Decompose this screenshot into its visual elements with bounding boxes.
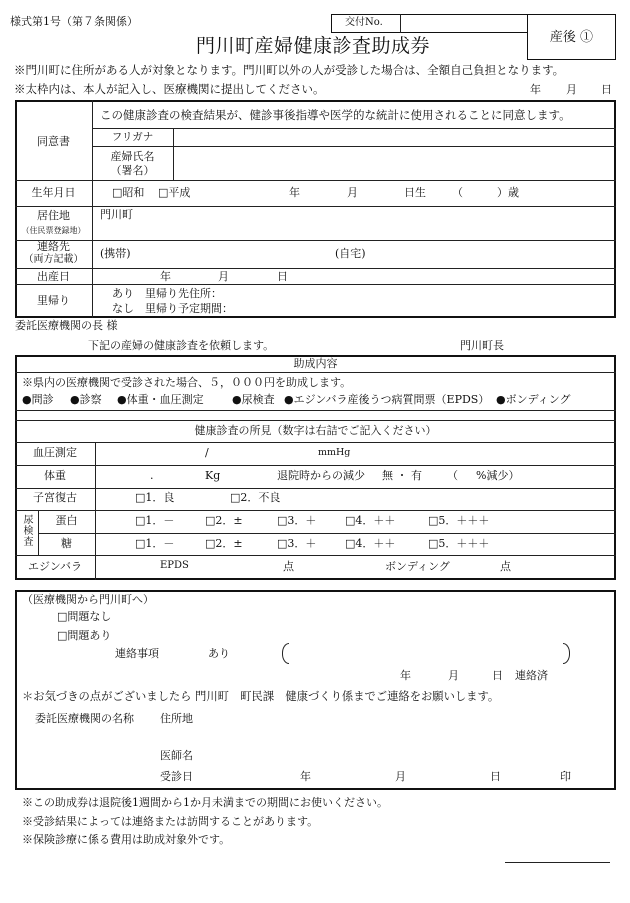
- sugar-option: □2．±: [205, 537, 243, 550]
- page-title: 門川町産婦健康診査助成券: [195, 35, 430, 57]
- residence-label: 居住地: [37, 209, 70, 222]
- weight-percent-close: %減少）: [476, 469, 520, 482]
- contact-row-divider: [15, 268, 616, 269]
- delivery-date-year: 年: [160, 270, 171, 283]
- contacted-date-day: 日: [492, 669, 503, 682]
- footnote: ※保険診療に係る費用は助成対象外です。: [22, 833, 231, 846]
- age-paren-open: （: [452, 186, 463, 199]
- subsidy-item: ●問診: [22, 393, 54, 406]
- name-sublabel-divider: [173, 128, 174, 180]
- findings-header: 健康診査の所見（数字は右詰でご記入ください）: [194, 424, 437, 437]
- weight-decrease-label: 退院時からの減少: [277, 469, 365, 482]
- residence-value: 門川町: [100, 208, 133, 221]
- protein-option: □2．±: [205, 514, 243, 527]
- subsidy-item: ●尿検査: [232, 393, 275, 406]
- sugar-option: □3．＋: [277, 537, 317, 550]
- weight-decrease-choice: 無 ・ 有: [382, 469, 422, 482]
- signature-note: （署名）: [110, 164, 155, 177]
- form-number: 様式第1号（第７条関係）: [10, 15, 138, 28]
- birthdate-day: 日生: [404, 186, 426, 199]
- contact-label: 連絡先: [37, 240, 70, 253]
- sugar-option: □4．＋＋: [345, 537, 396, 550]
- uterine-involution-label: 子宮復古: [33, 491, 77, 504]
- birthdate-row-divider: [15, 206, 616, 207]
- visit-date-year: 年: [300, 770, 311, 783]
- protein-option: □1．－: [135, 514, 175, 527]
- request-addressee: 委託医療機関の長 様: [15, 319, 118, 332]
- birthdate-label: 生年月日: [31, 186, 76, 199]
- homecoming-no-line: なし 里帰り予定期間：: [112, 302, 233, 315]
- submit-date-year: 年: [530, 83, 541, 96]
- birthdate-month: 月: [347, 186, 358, 199]
- blank-row-divider: [15, 420, 616, 421]
- protein-label: 蛋白: [55, 514, 78, 527]
- sugar-row-divider: [15, 555, 616, 556]
- footnote: ※この助成券は退院後1週間から1か月未満までの期間にお使いください。: [22, 796, 388, 809]
- subsidy-items-divider: [15, 410, 616, 411]
- clinic-address-label: 住所地: [160, 712, 193, 725]
- homecoming-yes-line: あり 里帰り先住所：: [112, 287, 222, 300]
- no-problem-checkbox: □問題なし: [57, 610, 112, 623]
- homecoming-label: 里帰り: [37, 294, 70, 307]
- sugar-option: □1．－: [135, 537, 175, 550]
- bonding-point-unit: 点: [500, 560, 511, 573]
- subsidy-item: ●診察: [70, 393, 102, 406]
- visit-date-month: 月: [395, 770, 406, 783]
- furigana-row-divider: [92, 146, 616, 147]
- residence-row-divider: [15, 240, 616, 241]
- doctor-name-label: 医師名: [160, 749, 193, 762]
- consent-text: この健康診査の検査結果が、健診事後指導や医学的な統計に使用されることに同意します。: [100, 108, 571, 122]
- contacted-date-year: 年: [400, 669, 411, 682]
- submit-date-day: 日: [601, 83, 612, 96]
- epds-point-unit: 点: [283, 560, 294, 573]
- contact-mobile-label: (携帯): [100, 247, 131, 260]
- eligibility-notice: ※門川町に住所がある人が対象となります。門川町以外の人が受診した場合は、全額自己負担となります。: [14, 63, 565, 77]
- subsidy-item: ●体重・血圧測定: [117, 393, 204, 406]
- residence-note: （住民票登録地）: [21, 226, 86, 235]
- uterine-option-poor: □2．不良: [230, 491, 281, 504]
- contacted-done-label: 連絡済: [515, 669, 548, 682]
- inquiry-note: ＊お気づきの点がございましたら 門川町 町民課 健康づくり係までご連絡をお願いします。: [22, 690, 500, 703]
- sugar-option: □5．＋＋＋: [428, 537, 490, 550]
- delivery-date-label: 出産日: [37, 270, 70, 283]
- postpartum-label: 産後 ①: [549, 30, 594, 45]
- clinic-report-heading: （医療機関から門川町へ）: [22, 593, 154, 606]
- age-paren-close: ）歳: [497, 186, 519, 199]
- seal-label: 印: [560, 770, 571, 783]
- sugar-label: 糖: [61, 537, 72, 550]
- delivery-row-divider: [15, 284, 616, 285]
- bonding-label: ボンディング: [385, 560, 450, 573]
- delivery-date-month: 月: [218, 270, 229, 283]
- request-text: 下記の産婦の健康診査を依頼します。: [88, 339, 275, 352]
- subsidy-title: 助成内容: [293, 357, 338, 370]
- clinic-name-label: 委託医療機関の名称: [35, 712, 134, 725]
- instruction-notice: ※太枠内は、本人が記入し、医療機関に提出してください。: [14, 82, 325, 96]
- submit-date-month: 月: [566, 83, 577, 96]
- subsidy-item: ●エジンバラ産後うつ病質問票（EPDS）: [284, 393, 490, 406]
- bottom-rule: [505, 862, 610, 863]
- subsidy-item: ●ボンディング: [496, 393, 571, 406]
- uterine-option-good: □1．良: [135, 491, 175, 504]
- footnote: ※受診結果によっては連絡または訪問することがあります。: [22, 815, 319, 828]
- protein-option: □3．＋: [277, 514, 317, 527]
- blood-pressure-unit: mmHg: [318, 447, 351, 458]
- contact-matter-yes: あり: [208, 647, 230, 660]
- visit-date-label: 受診日: [160, 770, 193, 783]
- era-showa-checkbox: □昭和: [112, 186, 145, 199]
- findings-header-divider: [15, 442, 616, 443]
- contact-matter-label: 連絡事項: [115, 647, 159, 660]
- consent-row-divider: [92, 128, 616, 129]
- blood-pressure-slash: /: [205, 446, 209, 459]
- contact-note: （両方記載）: [23, 254, 84, 265]
- weight-row-divider: [15, 488, 616, 489]
- request-issuer: 門川町長: [460, 339, 504, 352]
- delivery-date-day: 日: [277, 270, 288, 283]
- issue-number-divider: [400, 14, 401, 33]
- furigana-label: フリガナ: [111, 131, 154, 143]
- urine-test-label: 尿検査: [21, 514, 32, 547]
- visit-date-day: 日: [490, 770, 501, 783]
- weight-paren-open: （: [447, 469, 458, 482]
- uterine-row-divider: [15, 510, 616, 511]
- weight-unit: Kg: [205, 469, 221, 482]
- subsidy-amount-note: ※県内の医療機関で受診された場合、５，０００円を助成します。: [22, 376, 352, 389]
- mother-name-label: 産婦氏名: [110, 150, 155, 163]
- consent-label: 同意書: [37, 135, 70, 148]
- blood-pressure-label: 血圧測定: [33, 446, 77, 459]
- blood-pressure-row-divider: [15, 465, 616, 466]
- problem-checkbox: □問題あり: [57, 629, 112, 642]
- contact-home-label: (自宅): [335, 247, 366, 260]
- contact-matter-bracket-left: [282, 643, 289, 664]
- edinburgh-label: エジンバラ: [28, 560, 82, 573]
- era-heisei-checkbox: □平成: [158, 186, 191, 199]
- birthdate-year: 年: [289, 186, 300, 199]
- protein-option: □5．＋＋＋: [428, 514, 490, 527]
- issue-number-label: 交付No.: [345, 17, 383, 28]
- subsidy-title-divider: [15, 372, 616, 373]
- protein-option: □4．＋＋: [345, 514, 396, 527]
- consent-block-divider: [15, 180, 616, 181]
- contacted-date-month: 月: [448, 669, 459, 682]
- epds-label: EPDS: [160, 560, 189, 571]
- weight-decimal-point: .: [150, 469, 154, 482]
- protein-row-divider: [38, 533, 616, 534]
- weight-label: 体重: [44, 469, 66, 482]
- findings-label-column-divider: [95, 442, 96, 580]
